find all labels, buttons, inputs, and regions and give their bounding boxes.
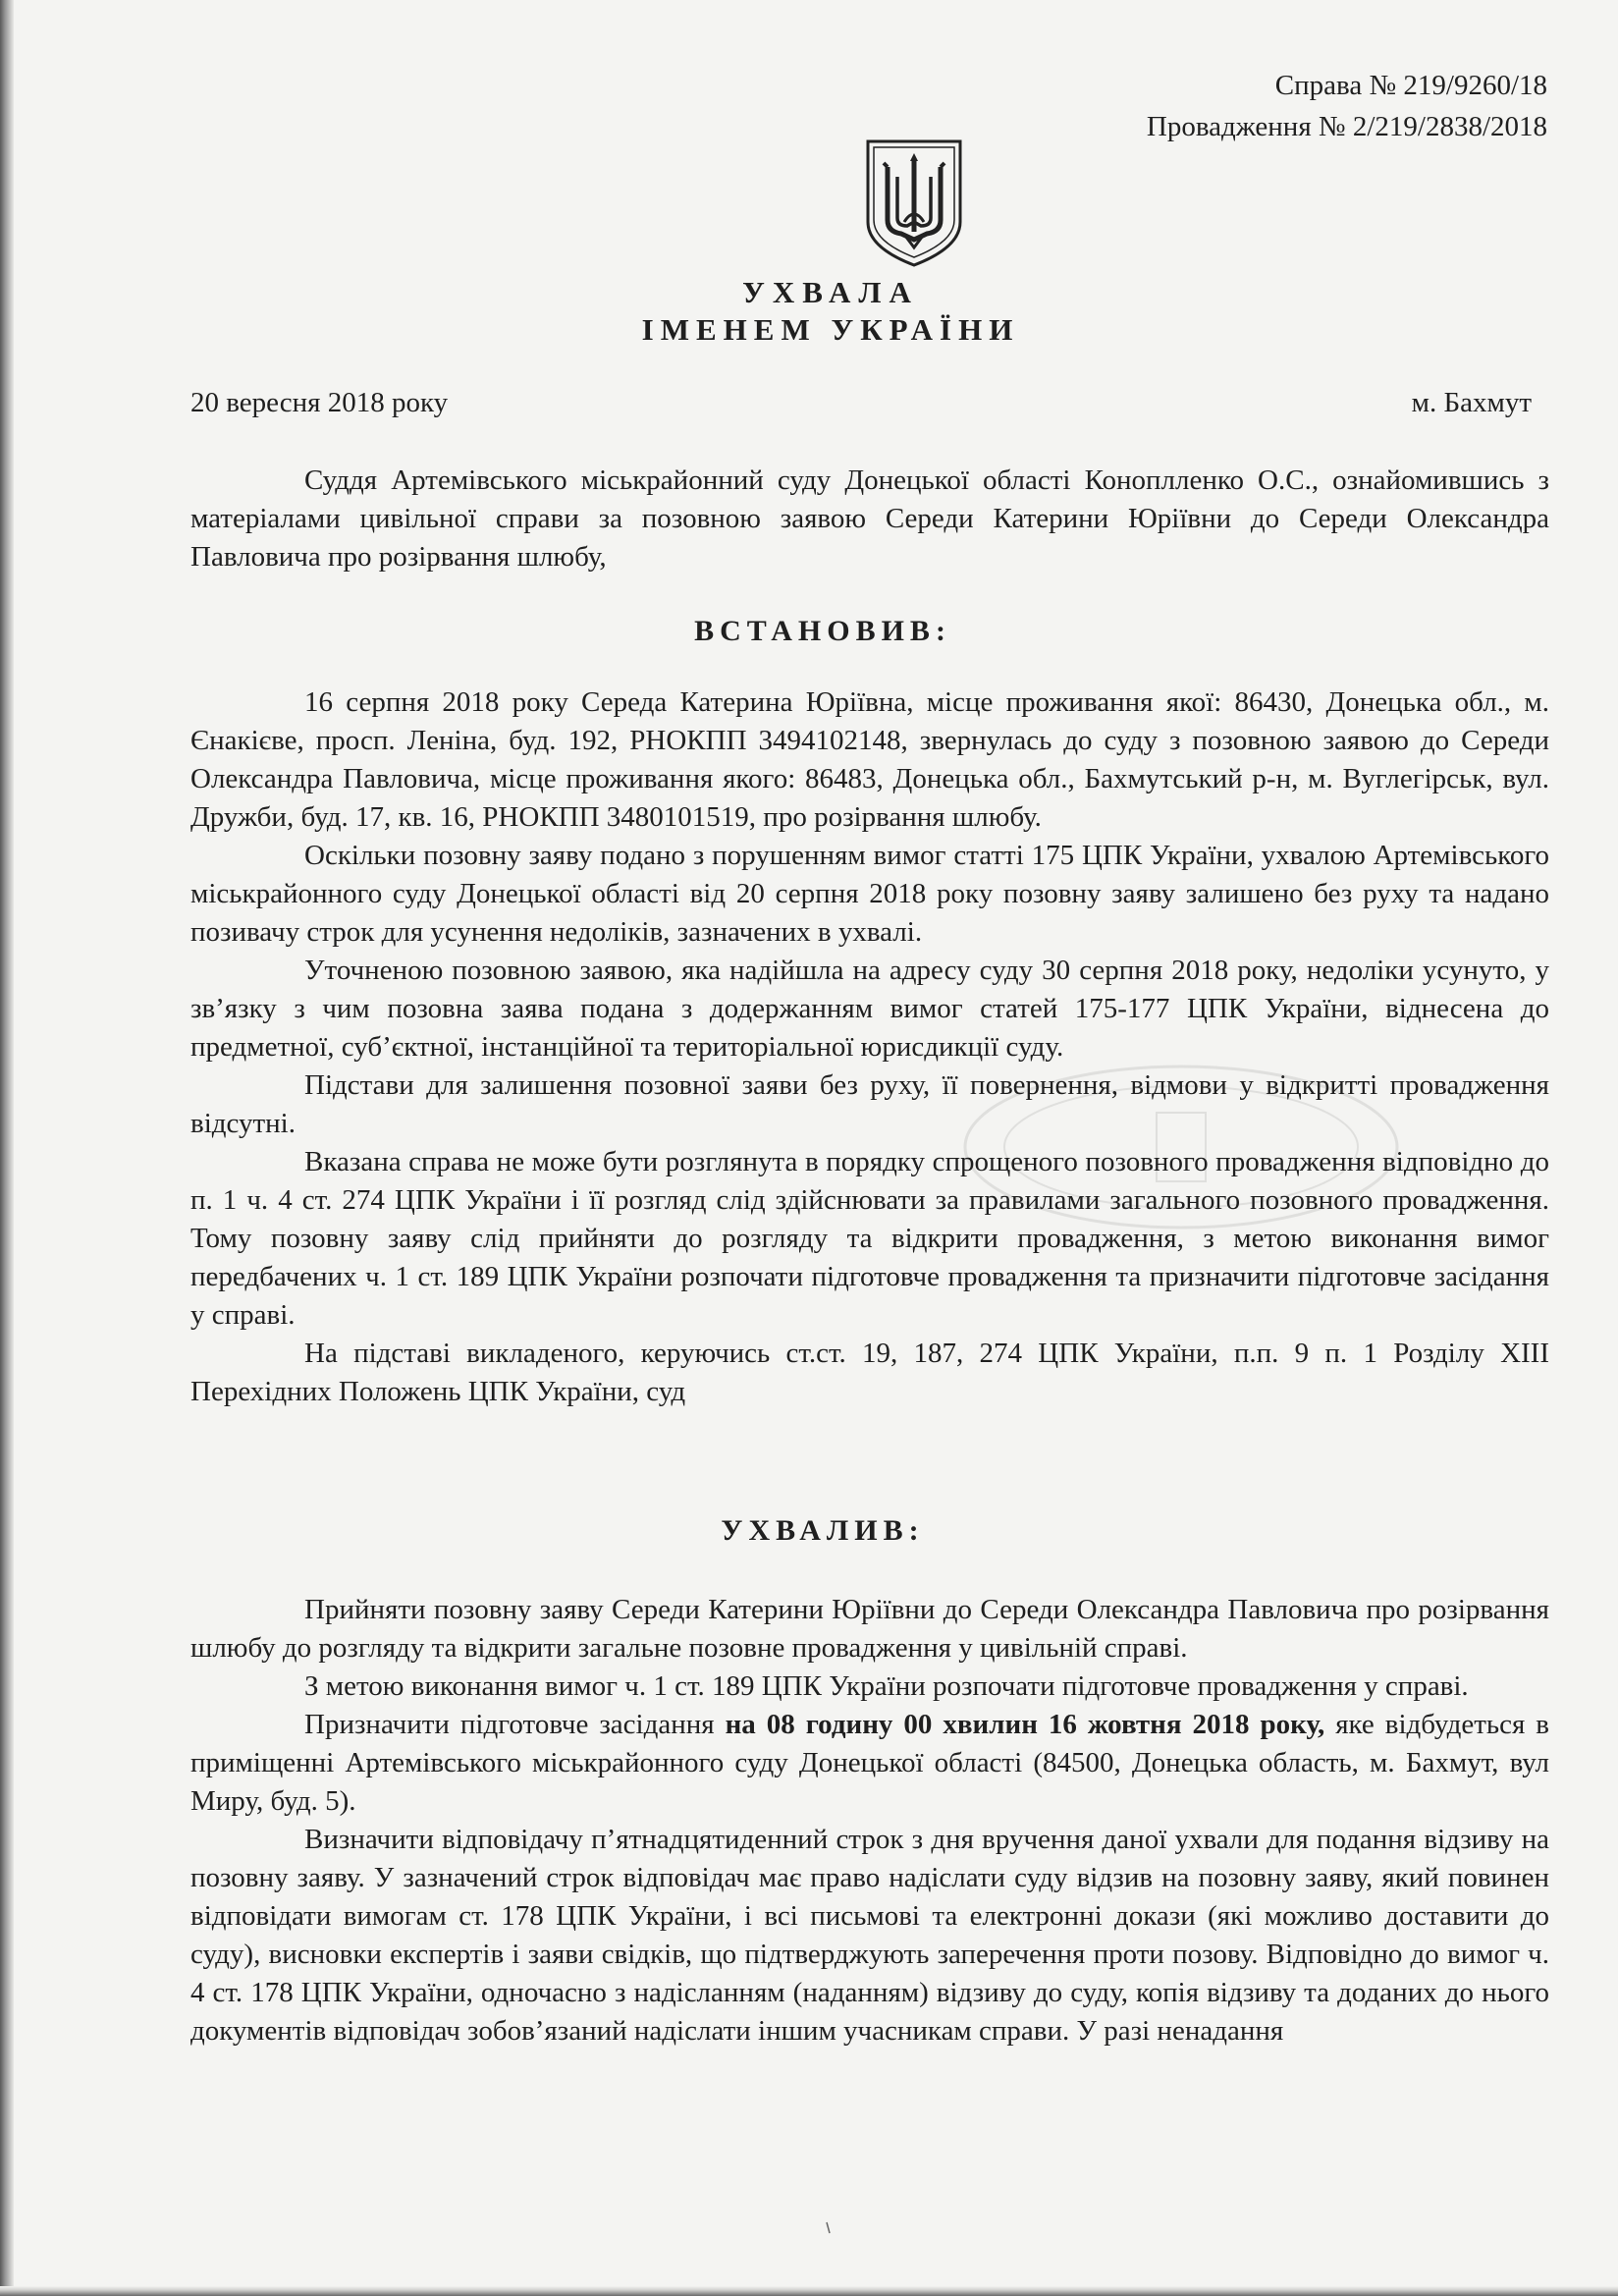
scan-edge-bottom	[0, 2286, 1618, 2296]
section-established-title: ВСТАНОВИВ:	[694, 615, 951, 647]
section-established	[190, 683, 1549, 1411]
paragraph	[190, 1706, 1549, 1821]
proceeding-number: Провадження № 2/219/2838/2018	[1146, 111, 1547, 142]
paragraph: Вказана справа не може бути розглянута в порядку спрощеного позовного провадження відповідно до п. 1 ч. 4 ст. 274 ЦПК України і її розгляд слід здійснювати за правилами загального позовного провадження. Тому позовну заяву слід прийняти до розгляду та відкрити провадження, з метою виконання вимог передбачених ч. 1 ст. 189 ЦПК України розпочати підготовче провадження та призначити підготовче засідання у справі.	[190, 1146, 1549, 1331]
paragraph: Прийняти позовну заяву Середи Катерини Юріївни до Середи Олександра Павловича про розірвання шлюбу до розгляду та відкрити загальне позовне провадження у цивільній справі.	[190, 1594, 1549, 1664]
paragraph: Підстави для залишення позовної заяви без руху, її повернення, відмови у відкритті провадження відсутні.	[190, 1069, 1549, 1139]
section-ruled-title: УХВАЛИВ:	[721, 1514, 925, 1547]
coat-of-arms-icon	[862, 137, 966, 269]
case-info	[1147, 65, 1547, 147]
scan-mark	[825, 2221, 833, 2235]
case-number: Справа № 219/9260/18	[1274, 70, 1547, 101]
document-subtitle: ІМЕНЕМ УКРАЇНИ	[641, 312, 1020, 347]
document-city: м. Бахмут	[1411, 387, 1532, 418]
faint-stamp-watermark	[950, 1059, 1412, 1235]
paragraph: На підставі викладеного, керуючись ст.ст. 19, 187, 274 ЦПК України, п.п. 9 п. 1 Розділу XIII Перехідних Положень ЦПК України, суд	[190, 1338, 1549, 1407]
hearing-date-bold: на 08 годину 00 хвилин 16 жовтня 2018 року,	[725, 1709, 1325, 1740]
intro-paragraph	[190, 462, 1549, 576]
paragraph: Оскільки позовну заяву подано з порушенням вимог статті 175 ЦПК України, ухвалою Артемівського міськрайонного суду Донецької області від 20 серпня 2018 року позовну заяву залишено без руху та надано позивачу строк для усунення недоліків, зазначених в ухвалі.	[190, 840, 1549, 948]
paragraph: З метою виконання вимог ч. 1 ст. 189 ЦПК України розпочати підготовче провадження у справі.	[304, 1670, 1469, 1702]
paragraph: 16 серпня 2018 року Середа Катерина Юріївна, місце проживання якої: 86430, Донецька обл., м. Єнакієве, просп. Леніна, буд. 192, РНОКПП 3494102148, звернулась до суду з позовною заявою до Середи Олександра Павловича, місце проживання якого: 86483, Донецька обл., Бахмутський р-н, м. Вуглегірськ, вул. Дружби, буд. 17, кв. 16, РНОКПП 3480101519, про розірвання шлюбу.	[190, 686, 1549, 833]
section-ruled	[190, 1591, 1549, 2050]
document-date: 20 вересня 2018 року	[190, 387, 449, 418]
paragraph: Уточненою позовною заявою, яка надійшла на адресу суду 30 серпня 2018 року, недоліки усунуто, у зв’язку з чим позовна заява подана з додержанням вимог статей 175-177 ЦПК України, віднесена до предметної, суб’єктної, інстанційної та територіальної юрисдикції суду.	[190, 955, 1549, 1063]
intro-text: Суддя Артемівського міськрайонний суду Донецької області Коноплленко О.С., ознайомившись з матеріалами цивільної справи за позовною заявою Середи Катерини Юріївни до Середи Олександра Павловича про розірвання шлюбу,	[190, 465, 1549, 573]
scan-edge-left	[0, 0, 14, 2296]
paragraph: Визначити відповідачу п’ятнадцятиденний строк з дня вручення даної ухвали для подання відзиву на позовну заяву. У зазначений строк відповідач має право надіслати суду відзив на позовну заяву, який повинен відповідати вимогам ст. 178 ЦПК України, і всі письмові та електронні докази (які можливо доставити до суду), висновки експертів і заяви свідків, що підтверджують заперечення проти позову. Відповідно до вимог ч. 4 ст. 178 ЦПК України, одночасно з надісланням (наданням) відзиву до суду, копія відзиву та доданих до нього документів відповідач зобов’язаний надіслати іншим учасникам справи. У разі ненадання	[190, 1824, 1549, 2047]
paragraph-text: яке відбудеться в приміщенні Артемівського міськрайонного суду Донецької області (84500, Донецька область, м. Бахмут, вул Миру, буд. 5).	[190, 1709, 1549, 1817]
paragraph-text: Призначити підготовче засідання	[304, 1709, 726, 1740]
document-title: УХВАЛА	[742, 275, 919, 309]
